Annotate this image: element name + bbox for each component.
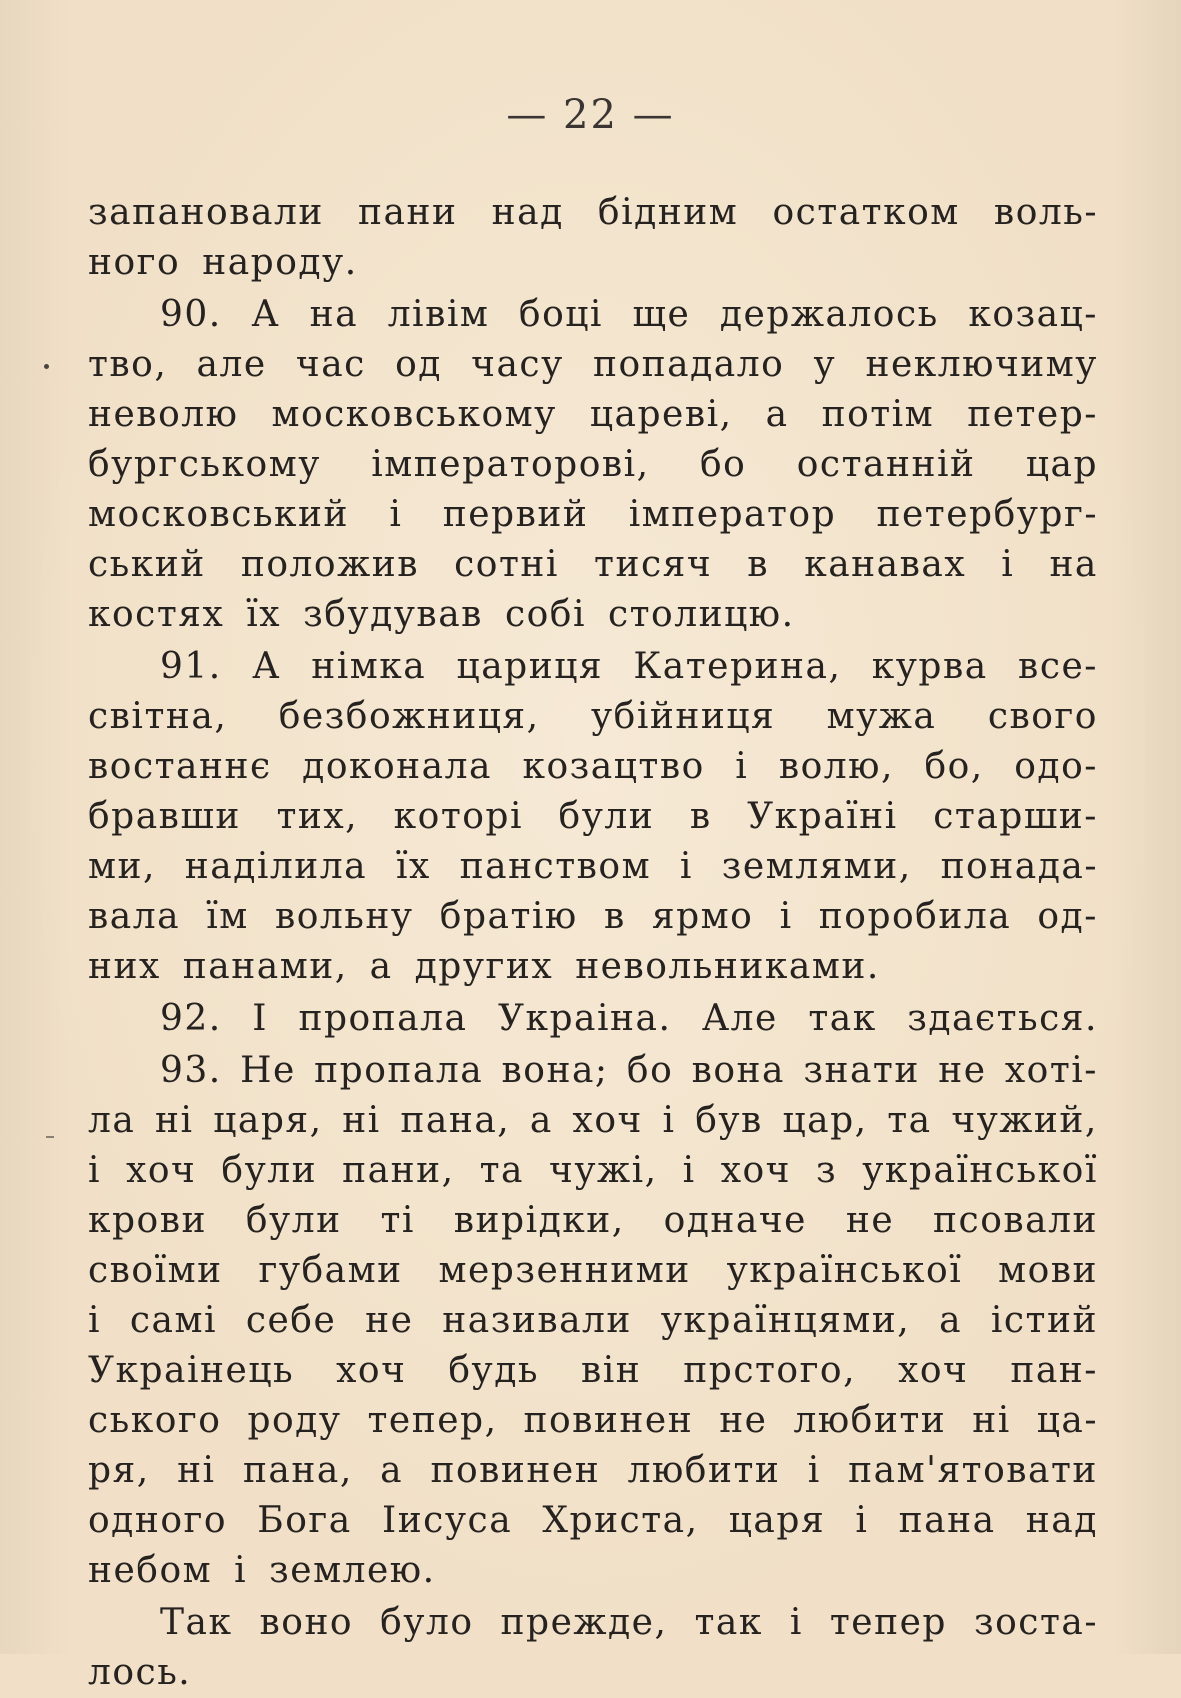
word: прстого, (683, 1350, 857, 1391)
word: пропала (314, 1050, 484, 1091)
text-line (88, 540, 1098, 590)
word: крови (88, 1200, 207, 1241)
word: Украіна. (497, 998, 672, 1039)
word: первий (442, 494, 589, 535)
word: над (491, 192, 564, 233)
text-line (88, 692, 1098, 742)
word: 91. (160, 646, 222, 687)
text-line (88, 390, 1098, 440)
word: І (252, 998, 268, 1039)
word: землями, (721, 846, 912, 887)
word: бідним (597, 192, 739, 233)
word: називали (442, 1300, 632, 1341)
word: лівім (387, 294, 490, 335)
word: попадало (593, 344, 785, 385)
text-line (88, 942, 1098, 992)
text-line (88, 238, 1098, 288)
page-text (88, 188, 1098, 1698)
word: потім (821, 394, 935, 435)
word: повинен (430, 1450, 601, 1491)
word: народу. (202, 242, 358, 283)
text-line (88, 1196, 1098, 1246)
word: пани (358, 192, 458, 233)
word: прежде, (500, 1602, 668, 1643)
word: небом (88, 1550, 213, 1591)
word: старши- (933, 796, 1098, 837)
word: ні (177, 1450, 216, 1491)
text-line (88, 1346, 1098, 1396)
word: пана, (400, 1100, 511, 1141)
word: ми, (88, 846, 156, 887)
word: ського (88, 1400, 222, 1441)
word: і (389, 494, 403, 535)
word: ного (88, 242, 181, 283)
word: української (862, 1150, 1098, 1191)
word: держалось (719, 294, 939, 335)
word: не (365, 1300, 414, 1341)
word: воно (259, 1602, 354, 1643)
stray-dot (44, 364, 49, 369)
word: і (1001, 544, 1015, 585)
word: пана (898, 1500, 996, 1541)
word: повинен (523, 1400, 694, 1441)
word: бо (626, 1050, 674, 1091)
word: петербург- (876, 494, 1098, 535)
text-line (88, 1496, 1098, 1546)
word: губами (258, 1250, 403, 1291)
text-line (88, 994, 1098, 1044)
text-line (88, 1546, 1098, 1596)
word: він (581, 1350, 642, 1391)
word: здається. (907, 998, 1098, 1039)
word: одо- (1014, 746, 1098, 787)
word: Іисуса (381, 1500, 513, 1541)
text-line (88, 842, 1098, 892)
word: ярмо (651, 896, 754, 937)
word: але (196, 344, 267, 385)
word: царя (728, 1500, 826, 1541)
word: час (295, 344, 366, 385)
word: і (855, 1500, 869, 1541)
word: не (845, 1200, 895, 1241)
stray-mark (46, 1136, 54, 1138)
word: остатком (772, 192, 960, 233)
word: 92. (160, 998, 222, 1039)
word: одного (88, 1500, 228, 1541)
word: вона (691, 1050, 785, 1091)
word: роду (247, 1400, 342, 1441)
word: на (1049, 544, 1098, 585)
word: і (88, 1300, 102, 1341)
word: а (765, 394, 789, 435)
word: петер- (967, 394, 1098, 435)
text-line (88, 1146, 1098, 1196)
word: тих, (276, 796, 359, 837)
word: лось. (88, 1652, 192, 1693)
word: вирідки, (453, 1200, 625, 1241)
word: вала (88, 896, 181, 937)
word: тво, (88, 344, 168, 385)
word: Не (240, 1050, 296, 1091)
word: світна, (88, 696, 228, 737)
word: бравши (88, 796, 241, 837)
word: убійниця (590, 696, 776, 737)
word: курва (871, 646, 988, 687)
word: царя, (213, 1100, 323, 1141)
word: не (938, 1050, 987, 1091)
word: імператорові, (371, 444, 650, 485)
word: хоч (126, 1150, 197, 1191)
word: безбожниця, (278, 696, 540, 737)
word: пам'ятовати (848, 1450, 1098, 1491)
word: своїми (88, 1250, 223, 1291)
word: були (245, 1200, 342, 1241)
word: і (807, 1450, 821, 1491)
word: було (380, 1602, 474, 1643)
word: хоті- (1004, 1050, 1098, 1091)
word: пан- (1010, 1350, 1098, 1391)
word: ца- (1036, 1400, 1098, 1441)
word: неволю (88, 394, 239, 435)
word: бо, (924, 746, 984, 787)
word: ні (342, 1100, 381, 1141)
word: воль- (993, 192, 1098, 233)
word: 90. (160, 294, 222, 335)
word: а (529, 1100, 553, 1141)
word: невольниками. (575, 946, 880, 987)
word: а (380, 1450, 404, 1491)
word: поробила (818, 896, 1012, 937)
text-line (88, 490, 1098, 540)
word: доконала (302, 746, 492, 787)
word: других (414, 946, 554, 987)
word: чужий, (951, 1100, 1098, 1141)
word: Катерина, (633, 646, 842, 687)
word: а (369, 946, 393, 987)
text-line (88, 340, 1098, 390)
word: запановали (88, 192, 324, 233)
word: самі (129, 1300, 217, 1341)
word: все- (1018, 646, 1098, 687)
word: істий (990, 1300, 1098, 1341)
word: од (395, 344, 442, 385)
word: збудував (303, 594, 483, 635)
word: костях (88, 594, 225, 635)
word: Україні (747, 796, 898, 837)
word: зоста- (973, 1602, 1098, 1643)
word: одначе (663, 1200, 807, 1241)
word: столицю. (607, 594, 795, 635)
text-line (88, 1396, 1098, 1446)
text-line (88, 1598, 1098, 1648)
word: 93. (160, 1050, 222, 1091)
word: в (689, 796, 712, 837)
text-line (88, 1296, 1098, 1346)
word: німка (311, 646, 427, 687)
text-line (88, 1046, 1098, 1096)
word: положив (240, 544, 419, 585)
word: цар (1025, 444, 1098, 485)
word: не (719, 1400, 768, 1441)
word: тепер (829, 1602, 947, 1643)
word: мови (998, 1250, 1098, 1291)
word: бо (700, 444, 747, 485)
word: хоч (336, 1350, 407, 1391)
word: будь (448, 1350, 539, 1391)
word: московському (271, 394, 557, 435)
text-line (88, 1246, 1098, 1296)
word: ні (972, 1400, 1011, 1441)
page-number: — 22 — (506, 92, 675, 138)
word: мерзенними (438, 1250, 691, 1291)
word: братію (439, 896, 578, 937)
word: сотні (454, 544, 559, 585)
word: ще (632, 294, 691, 335)
word: козац- (968, 294, 1098, 335)
word: і (779, 896, 793, 937)
text-line (88, 742, 1098, 792)
word: Украінець (88, 1350, 295, 1391)
text-line (88, 1648, 1098, 1698)
word: тепер, (367, 1400, 498, 1441)
word: цареві, (589, 394, 733, 435)
text-line (88, 1446, 1098, 1496)
word: панами, (182, 946, 348, 987)
word: ла (88, 1100, 136, 1141)
word: вона; (501, 1050, 609, 1091)
word: хоч (898, 1350, 969, 1391)
word: були (558, 796, 655, 837)
word: на (309, 294, 359, 335)
text-line (88, 590, 1098, 640)
word: козацтво (522, 746, 705, 787)
word: пани, (342, 1150, 455, 1191)
word: та (479, 1150, 524, 1191)
word: української (726, 1250, 963, 1291)
word: був (695, 1100, 763, 1141)
word: так (808, 998, 877, 1039)
word: Так (160, 1602, 233, 1643)
word: і (679, 846, 693, 887)
word: любити (627, 1450, 781, 1491)
word: хоч (572, 1100, 643, 1141)
word: которі (393, 796, 523, 837)
word: Але (701, 998, 778, 1039)
word: ні (155, 1100, 194, 1141)
word: їх (246, 594, 282, 635)
word: часу (471, 344, 564, 385)
word: ря, (88, 1450, 150, 1491)
word: свого (987, 696, 1098, 737)
text-line (88, 892, 1098, 942)
word: наділила (184, 846, 368, 887)
text-line (88, 1096, 1098, 1146)
word: А (251, 294, 281, 335)
word: українцями, (660, 1300, 911, 1341)
word: цар, (782, 1100, 868, 1141)
text-line (88, 642, 1098, 692)
word: їм (206, 896, 249, 937)
word: і (682, 1150, 696, 1191)
text-line (88, 440, 1098, 490)
word: імператор (628, 494, 837, 535)
word: них (88, 946, 161, 987)
word: себе (245, 1300, 337, 1341)
text-line (88, 792, 1098, 842)
word: а (939, 1300, 963, 1341)
word: востаннє (88, 746, 272, 787)
word: і (662, 1100, 676, 1141)
word: канавах (804, 544, 967, 585)
word: бургському (88, 444, 321, 485)
word: з (816, 1150, 838, 1191)
word: Христа, (542, 1500, 699, 1541)
word: А (252, 646, 281, 687)
word: неключиму (865, 344, 1098, 385)
word: собі (504, 594, 586, 635)
word: боці (518, 294, 603, 335)
word: понада- (940, 846, 1098, 887)
word: Бога (257, 1500, 352, 1541)
word: в (603, 896, 626, 937)
word: в (747, 544, 770, 585)
word: ті (380, 1200, 415, 1241)
word: ський (88, 544, 206, 585)
word: вольну (274, 896, 414, 937)
word: знати (803, 1050, 920, 1091)
word: волю, (778, 746, 894, 787)
word: хоч (720, 1150, 791, 1191)
word: і (88, 1150, 102, 1191)
word: мужа (826, 696, 937, 737)
word: і (735, 746, 749, 787)
word: од- (1037, 896, 1098, 937)
word: над (1025, 1500, 1098, 1541)
word: пропала (298, 998, 468, 1039)
word: останній (796, 444, 976, 485)
word: пана, (242, 1450, 353, 1491)
word: псовали (933, 1200, 1098, 1241)
word: і (234, 1550, 248, 1591)
word: та (887, 1100, 932, 1141)
word: і (789, 1602, 803, 1643)
word: у (813, 344, 837, 385)
word: чужі, (549, 1150, 658, 1191)
word: так (694, 1602, 763, 1643)
text-line (88, 290, 1098, 340)
word: цариця (456, 646, 604, 687)
word: любити (793, 1400, 947, 1441)
word: московський (88, 494, 350, 535)
word: були (221, 1150, 318, 1191)
word: їх (395, 846, 431, 887)
word: панством (459, 846, 652, 887)
word: землею. (269, 1550, 436, 1591)
text-line (88, 188, 1098, 238)
word: тисяч (594, 544, 713, 585)
